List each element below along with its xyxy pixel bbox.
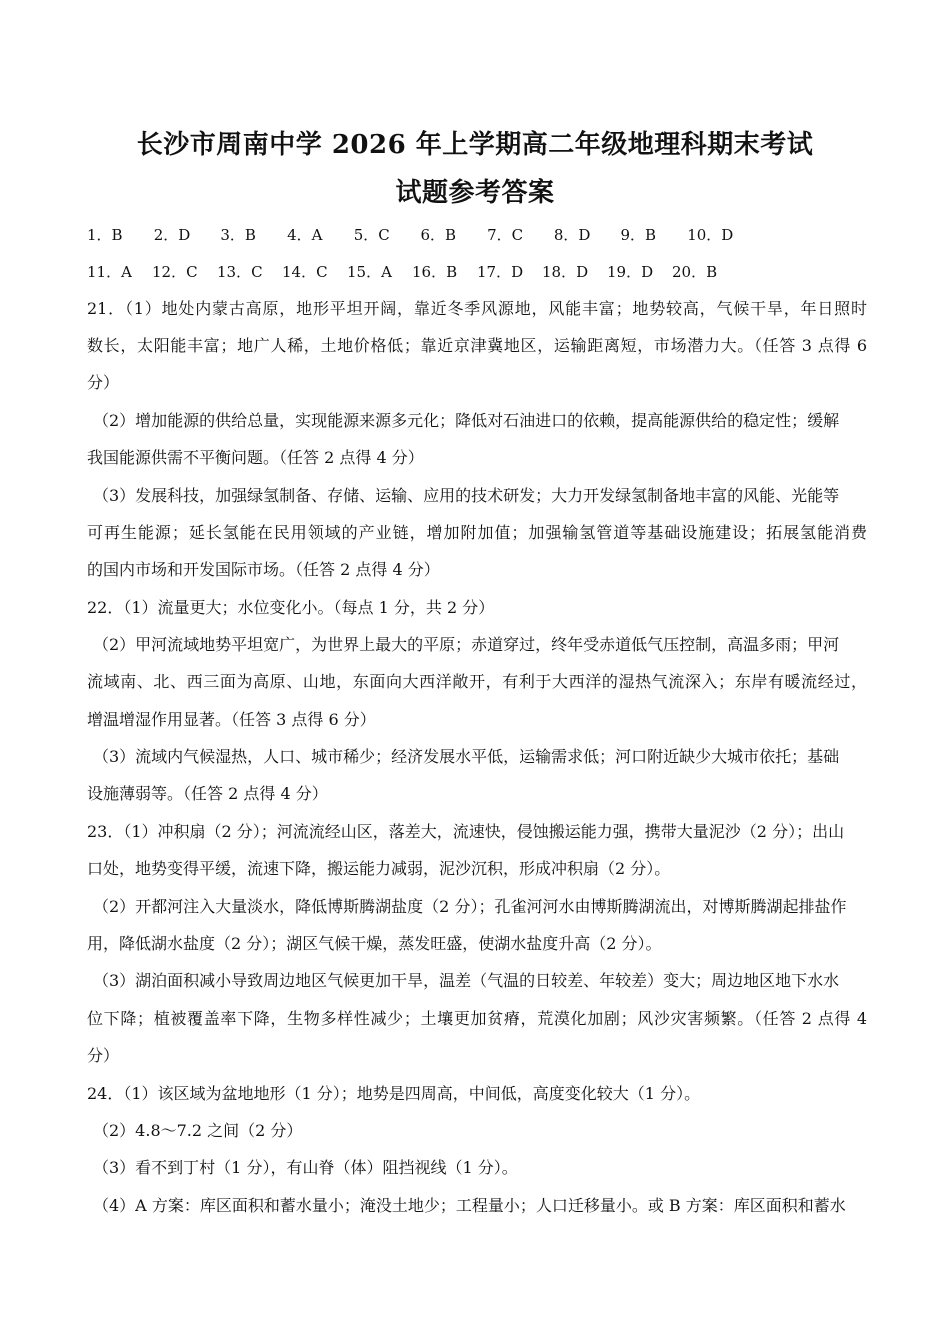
choice-answer: 18．D [542, 263, 589, 281]
answer-24-line: （3）看不到丁村（1 分），有山脊（体）阻挡视线（1 分）。 [93, 1158, 518, 1177]
choice-answer: 6．B [420, 226, 457, 244]
choice-answer: 7．C [487, 226, 524, 244]
choice-answers-row-2 [87, 261, 737, 282]
answer-22-line: 22．（1）流量更大；水位变化小。（每点 1 分，共 2 分） [87, 598, 495, 617]
answer-22-line: 设施薄弱等。（任答 2 点得 4 分） [87, 784, 328, 803]
choice-answer: 11．A [87, 263, 132, 281]
answer-22-line: 流域南、北、西三面为高原、山地，东面向大西洋敞开，有利于大西洋的湿热气流深入；东岸有暖流经过， [87, 672, 867, 691]
answer-23-line: （3）湖泊面积减小导致周边地区气候更加干旱，温差（气温的日较差、年较差）变大；周边地区地下水水 [93, 971, 840, 990]
document-subtitle: 试题参考答案 [395, 178, 555, 208]
choice-answer: 5．C [353, 226, 390, 244]
answer-21-line: （2）增加能源的供给总量，实现能源来源多元化；降低对石油进口的依赖，提高能源供给的稳定性；缓解 [93, 411, 840, 430]
choice-answer: 3．B [220, 226, 256, 244]
choice-answer: 10．D [687, 226, 734, 244]
answer-23-line: 位下降；植被覆盖率下降，生物多样性减少；土壤更加贫瘠，荒漠化加剧；风沙灾害频繁。（任答 2 点得 4 [87, 1009, 867, 1028]
answer-21-line: 的国内市场和开发国际市场。（任答 2 点得 4 分） [87, 560, 440, 579]
answer-23-line: （2）开都河注入大量淡水，降低博斯腾湖盐度（2 分）；孔雀河河水由博斯腾湖流出，对博斯腾湖起排盐作 [93, 897, 847, 916]
choice-answer: 14．C [282, 263, 328, 281]
choice-answer: 8．D [553, 226, 591, 244]
answer-21-line: 分） [87, 373, 120, 392]
answer-23-line: 23．（1）冲积扇（2 分）；河流流经山区，落差大，流速快，侵蚀搬运能力强，携带大量泥沙（2 分）；出山 [87, 822, 845, 841]
choice-answer: 9．B [620, 226, 657, 244]
answer-21-line: （3）发展科技，加强绿氢制备、存储、运输、应用的技术研发；大力开发绿氢制备地丰富的风能、光能等 [93, 486, 840, 505]
answer-24-line: （2）4.8～7.2 之间（2 分） [93, 1121, 303, 1140]
choice-answer: 17．D [477, 263, 524, 281]
choice-answer: 15．A [347, 263, 392, 281]
choice-answer: 16．B [412, 263, 458, 281]
document-title: 长沙市周南中学 2026 年上学期高二年级地理科期末考试 [136, 130, 814, 160]
choice-answer: 2．D [153, 226, 191, 244]
answer-21-line: 21．（1）地处内蒙古高原，地形平坦开阔，靠近冬季风源地，风能丰富；地势较高，气候干旱，年日照时 [87, 299, 867, 318]
choice-answer: 4．A [287, 226, 323, 244]
choice-answer: 1．B [87, 226, 123, 244]
answer-21-line: 可再生能源；延长氢能在民用领域的产业链，增加附加值；加强输氢管道等基础设施建设；拓展氢能消费 [87, 523, 867, 542]
choice-answer: 20．B [672, 263, 718, 281]
choice-answer: 13．C [217, 263, 263, 281]
choice-answer: 19．D [607, 263, 654, 281]
answer-24-line: 24．（1）该区域为盆地地形（1 分）；地势是四周高，中间低，高度变化较大（1 分）。 [87, 1084, 701, 1103]
answer-23-line: 用，降低湖水盐度（2 分）；湖区气候干燥，蒸发旺盛，使湖水盐度升高（2 分）。 [87, 934, 662, 953]
answer-21-line: 我国能源供需不平衡问题。（任答 2 点得 4 分） [87, 448, 424, 467]
answer-21-line: 数长，太阳能丰富；地广人稀，土地价格低；靠近京津冀地区，运输距离短，市场潜力大。（任答 3 点得 6 [87, 336, 867, 355]
answer-23-line: 口处，地势变得平缓，流速下降，搬运能力减弱，泥沙沉积，形成冲积扇（2 分）。 [87, 859, 671, 878]
answer-24-line: （4）A 方案：库区面积和蓄水量小；淹没土地少；工程量小；人口迁移量小。或 B 方案：库区面积和蓄水 [93, 1196, 846, 1215]
answer-22-line: （2）甲河流域地势平坦宽广，为世界上最大的平原；赤道穿过，终年受赤道低气压控制，高温多雨；甲河 [93, 635, 840, 654]
choice-answer: 12．C [152, 263, 198, 281]
answer-23-line: 分） [87, 1046, 120, 1065]
answer-22-line: 增温增湿作用显著。（任答 3 点得 6 分） [87, 710, 376, 729]
answer-22-line: （3）流域内气候湿热，人口、城市稀少；经济发展水平低，运输需求低；河口附近缺少大城市依托；基础 [93, 747, 840, 766]
choice-answers-row-1 [87, 224, 754, 245]
